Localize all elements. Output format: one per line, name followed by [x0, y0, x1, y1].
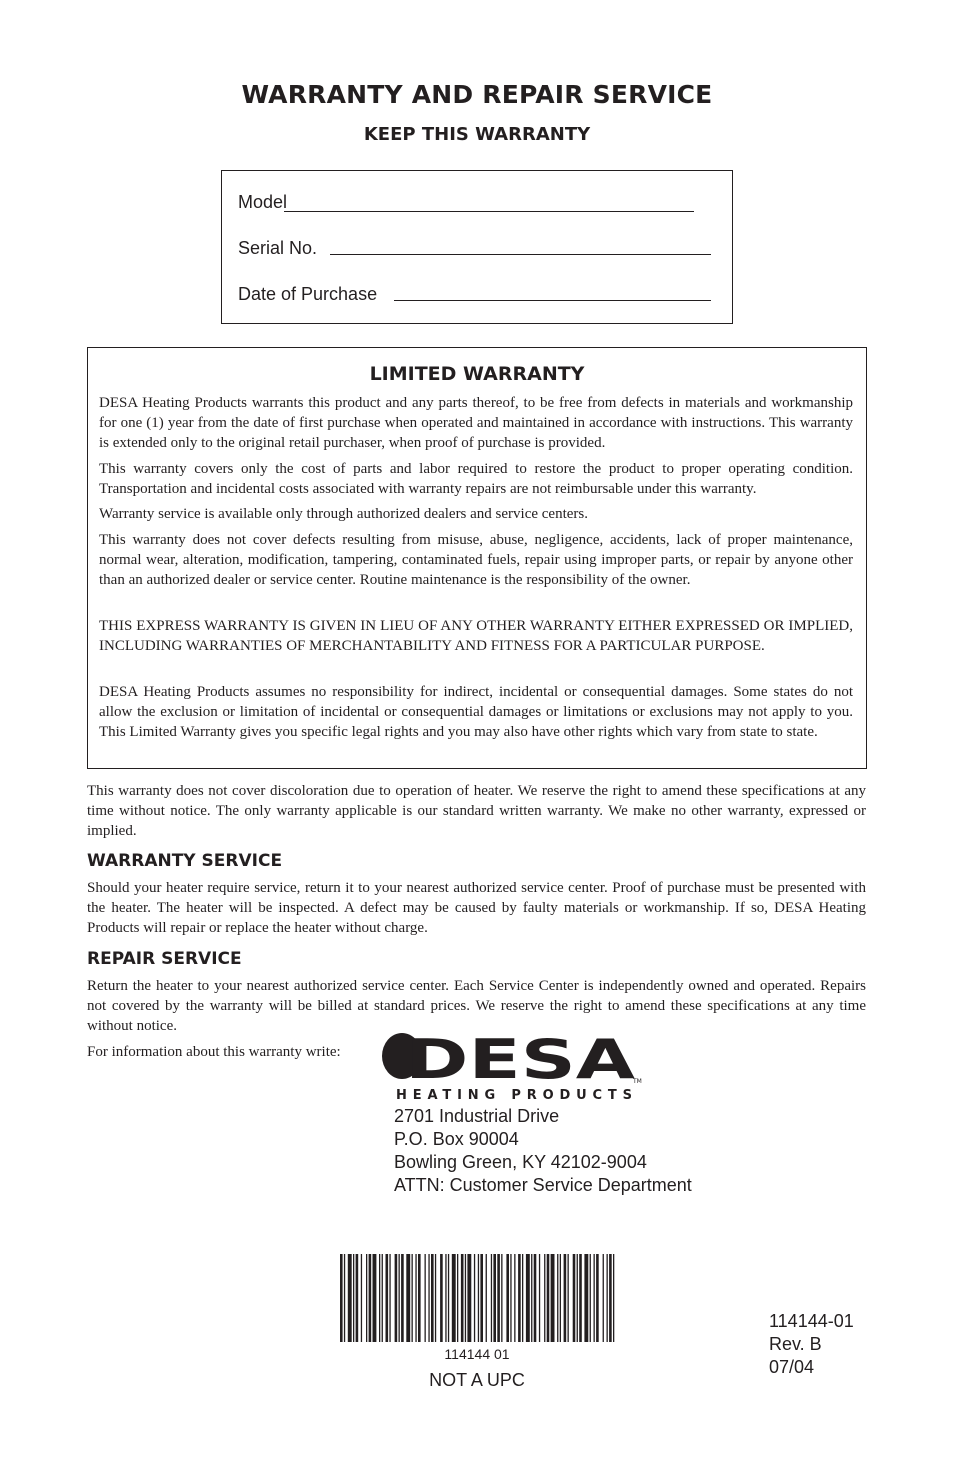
barcode-bar	[478, 1254, 479, 1342]
barcode-bar	[568, 1254, 569, 1342]
barcode-bar	[547, 1254, 550, 1342]
barcode-bar	[382, 1254, 383, 1342]
model-field[interactable]	[238, 192, 287, 213]
logo-text: DESA	[405, 1032, 636, 1091]
barcode-bar	[465, 1254, 466, 1342]
warranty-paragraph: This warranty covers only the cost of parts and labor required to restore the product to proper operating condition. Transportation and incidental costs associated with warranty repairs are not reimbursable under this warranty.	[99, 461, 853, 497]
date-line	[394, 300, 711, 301]
limited-warranty-title: LIMITED WARRANTY	[369, 363, 585, 385]
barcode-bar	[560, 1254, 561, 1342]
discoloration-notice: This warranty does not cover discoloration due to operation of heater. We reserve the right to amend these specifications at any time without notice. The only warranty applicable is our standard written warranty. We make no other warranty, expressed or implied.	[87, 783, 866, 839]
warranty-paragraph: Warranty service is available only through authorized dealers and service centers.	[99, 506, 589, 522]
barcode-bar	[461, 1254, 464, 1342]
part-number: 114144-01	[769, 1311, 854, 1331]
barcode-bar	[590, 1254, 591, 1342]
barcode-bar	[361, 1254, 362, 1342]
barcode-bar	[522, 1254, 523, 1342]
model-line	[284, 211, 694, 212]
address-line: Bowling Green, KY 42102-9004	[394, 1152, 647, 1172]
logo-trademark: TM	[633, 1078, 642, 1085]
barcode-bar	[412, 1254, 413, 1342]
barcode-bar	[493, 1254, 496, 1342]
barcode-note: NOT A UPC	[429, 1370, 525, 1390]
barcode-bar	[486, 1254, 487, 1342]
barcode-bar	[557, 1254, 558, 1342]
barcode-bar	[594, 1254, 595, 1342]
contact-intro: For information about this warranty write:	[87, 1044, 341, 1060]
serial-line	[330, 254, 711, 255]
barcode-bar	[613, 1254, 614, 1342]
repair-service-heading: REPAIR SERVICE	[87, 949, 242, 969]
barcode-bar	[369, 1254, 372, 1342]
barcode-bar	[544, 1254, 545, 1342]
date-label: Date of Purchase	[238, 284, 378, 304]
barcode-bar	[534, 1254, 537, 1342]
date-field[interactable]	[238, 284, 377, 305]
barcode-bar	[596, 1254, 599, 1342]
barcode-bar	[428, 1254, 429, 1342]
page-title: WARRANTY AND REPAIR SERVICE	[241, 80, 713, 109]
barcode-icon	[338, 1254, 616, 1344]
barcode-bar	[386, 1254, 389, 1342]
barcode-bar	[448, 1254, 449, 1342]
barcode-bar	[395, 1254, 398, 1342]
barcode-bar	[348, 1254, 352, 1342]
barcode-bar	[366, 1254, 367, 1342]
barcode-bar	[607, 1254, 608, 1342]
barcode-bar	[603, 1254, 604, 1342]
repair-service-text: Return the heater to your nearest authorized service center. Each Service Center is independently owned and operated. Repairs not covered by the warranty will be billed at standard prices. We reserve the right to amend these specifications at any time without notice.	[87, 978, 866, 1034]
barcode-bar	[440, 1254, 443, 1342]
part-date: 07/04	[769, 1357, 815, 1377]
barcode-bar	[584, 1254, 588, 1342]
barcode-bar	[539, 1254, 540, 1342]
warranty-service-text: Should your heater require service, return it to your nearest authorized service center. Proof of purchase must be presented with the heater. The heater will be inspected. A defect may be caused by faulty materials or workmanship. If so, DESA Heating Products will repair or replace the heater without charge.	[87, 880, 866, 936]
warranty-paragraph: DESA Heating Products assumes no responsibility for indirect, incidental or consequential damages. Some states do not allow the exclusion or limitation of incidental or consequential damages or limitations or exclusions may not apply to you. This Limited Warranty gives you specific legal rights and you may also have other rights which vary from state to state.	[99, 684, 853, 740]
barcode-bar	[389, 1254, 390, 1342]
part-revision: Rev. B	[769, 1334, 822, 1354]
warranty-paragraph: This warranty does not cover defects resulting from misuse, abuse, negligence, accidents, lack of proper maintenance, normal wear, alteration, modification, tampering, contaminated fuels, repair using improper parts, or repair by anyone other than an authorized dealer or service center. Routine maintenance is the responsibility of the owner.	[99, 532, 853, 588]
barcode-bar	[401, 1254, 404, 1342]
serial-field[interactable]	[238, 238, 317, 259]
barcode-bar	[551, 1254, 555, 1342]
barcode-bar	[373, 1254, 377, 1342]
barcode-bar	[514, 1254, 515, 1342]
barcode-bar	[501, 1254, 502, 1342]
barcode-bar	[353, 1254, 354, 1342]
barcode-bar	[506, 1254, 509, 1342]
barcode-bar	[445, 1254, 446, 1342]
barcode-number: 114144 01	[444, 1346, 510, 1362]
barcode-bar	[531, 1254, 532, 1342]
barcode-bar	[356, 1254, 359, 1342]
barcode-bar	[467, 1254, 471, 1342]
barcode-bar	[474, 1254, 475, 1342]
part-info	[769, 1310, 854, 1379]
address-line: P.O. Box 90004	[394, 1129, 519, 1149]
logo-subtext: HEATING PRODUCTS	[396, 1088, 632, 1102]
warranty-service-heading: WARRANTY SERVICE	[87, 851, 283, 871]
barcode-bar	[406, 1254, 410, 1342]
warranty-paragraph: THIS EXPRESS WARRANTY IS GIVEN IN LIEU OF ANY OTHER WARRANTY EITHER EXPRESSED OR IMPLIED, INCLUDING WARRANTIES OF MERCHANTABILITY AND FITNESS FOR A PARTICULAR PURPOSE.	[99, 618, 853, 654]
barcode-bar	[526, 1254, 530, 1342]
barcode-bar	[418, 1254, 421, 1342]
barcode-bar	[609, 1254, 612, 1342]
product-info-form	[221, 170, 733, 324]
barcode-bar	[425, 1254, 426, 1342]
barcode-bar	[457, 1254, 458, 1342]
desa-logo	[380, 1032, 642, 1102]
page-subtitle: KEEP THIS WARRANTY	[363, 124, 591, 145]
barcode-bar	[564, 1254, 567, 1342]
mailing-address	[394, 1105, 692, 1197]
barcode-bar	[573, 1254, 576, 1342]
barcode-bar	[577, 1254, 578, 1342]
barcode-bar	[399, 1254, 400, 1342]
serial-label: Serial No.	[238, 238, 318, 258]
model-label: Model	[238, 192, 288, 212]
barcode-bar	[579, 1254, 582, 1342]
barcode-bar	[497, 1254, 500, 1342]
limited-warranty-box	[87, 347, 867, 769]
barcode-bar	[344, 1254, 345, 1342]
barcode-bar	[379, 1254, 380, 1342]
barcode-bar	[415, 1254, 416, 1342]
barcode-bar	[435, 1254, 436, 1342]
barcode-bar	[491, 1254, 492, 1342]
barcode-bar	[480, 1254, 483, 1342]
barcode-bar	[518, 1254, 521, 1342]
barcode-bar	[431, 1254, 434, 1342]
address-line: ATTN: Customer Service Department	[394, 1175, 692, 1195]
address-line: 2701 Industrial Drive	[394, 1106, 560, 1126]
barcode-bar	[510, 1254, 511, 1342]
barcode-bar	[452, 1254, 456, 1342]
barcode-bar	[340, 1254, 343, 1342]
warranty-paragraph: DESA Heating Products warrants this product and any parts thereof, to be free from defects in materials and workmanship for one (1) year from the date of first purchase when operated and maintained in accordance with instructions. This warranty is extended only to the original retail purchaser, when proof of purchase is provided.	[99, 395, 853, 451]
